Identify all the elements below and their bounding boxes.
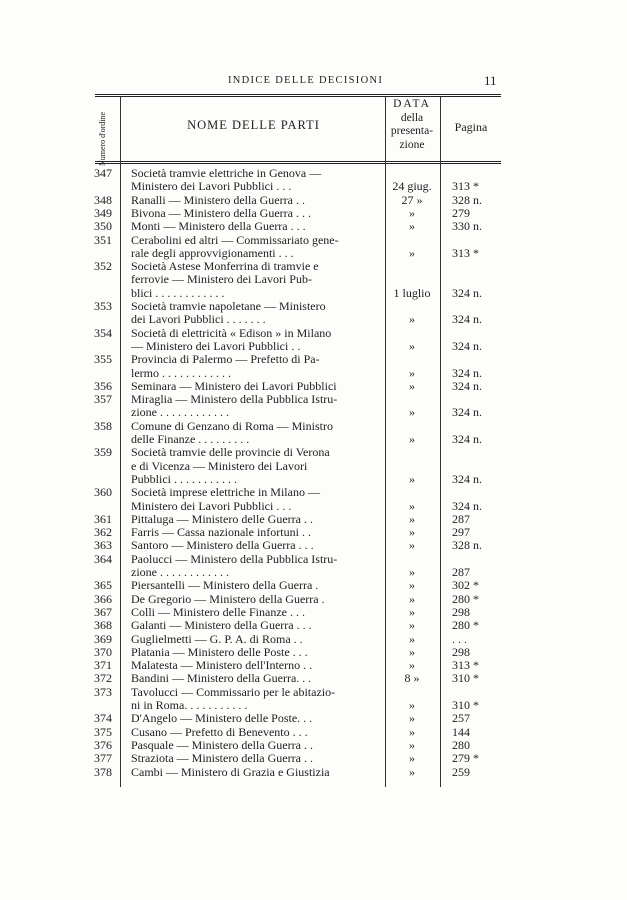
table-row [0,432,627,446]
row-parties: Cusano — Prefetto di Benevento . . . [131,724,308,739]
table-row [0,379,627,393]
table-row [0,326,627,340]
table-row [0,711,627,725]
row-date: » [409,405,415,420]
table-row [0,765,627,779]
row-date: » [409,498,415,513]
row-number: 377 [94,751,112,766]
column-header-data-line4: zione [399,138,425,151]
row-parties: Straziota — Ministero della Guerra . . [131,751,313,766]
row-number: 359 [94,445,112,460]
row-parties: Galanti — Ministero della Guerra . . . [131,618,312,633]
row-parties: Cambi — Ministero di Grazia e Giustizia [131,764,330,779]
row-number: 361 [94,511,112,526]
row-number: 360 [94,485,112,500]
row-number: 357 [94,392,112,407]
table-row [0,485,627,499]
row-date: » [409,764,415,779]
row-parties: Cerabolini ed altri — Commissariato gene- [131,232,339,247]
row-date: » [409,737,415,752]
row-page: 279 * [452,751,479,766]
row-page: 324 n. [452,312,482,327]
row-number: 373 [94,684,112,699]
table-row [0,578,627,592]
row-parties: Tavolucci — Commissario per le abitazio- [131,684,336,699]
row-number: 356 [94,378,112,393]
row-date: 1 luglio [393,285,431,300]
row-parties: Bivona — Ministero della Guerra . . . [131,205,311,220]
row-page: 328 n. [452,538,482,553]
row-parties: Società Astese Monferrina di tramvie e [131,259,319,274]
row-number: 366 [94,591,112,606]
row-parties: blici . . . . . . . . . . . . [131,285,225,300]
row-date: » [409,219,415,234]
row-date: » [409,538,415,553]
row-page: 287 [452,511,470,526]
row-parties: Società imprese elettriche in Milano — [131,485,320,500]
row-date: » [409,631,415,646]
row-page: 330 n. [452,219,482,234]
row-date: » [409,698,415,712]
row-parties: Pittaluga — Ministero delle Guerra . . [131,511,313,526]
table-row [0,299,627,313]
row-number: 368 [94,618,112,633]
row-page: 280 * [452,591,479,606]
table-row [0,645,627,659]
row-parties: — Ministero dei Lavori Pubblici . . [131,338,301,353]
row-number: 375 [94,724,112,739]
table-row [0,632,627,646]
row-page: 313 * [452,658,479,673]
column-header-numero [90,112,116,166]
row-number: 365 [94,578,112,593]
row-parties: Piersantelli — Ministero della Guerra . [131,578,319,593]
row-parties: Guglielmetti — G. P. A. di Roma . . [131,631,303,646]
table-row [0,246,627,260]
row-number: 351 [94,232,112,247]
row-number: 362 [94,525,112,540]
row-number: 347 [94,166,112,180]
row-parties: Santoro — Ministero della Guerra . . . [131,538,314,553]
row-parties: Miraglia — Ministero della Pubblica Istru- [131,392,338,407]
row-page: 324 n. [452,378,482,393]
row-page: 287 [452,565,470,579]
table-row [0,206,627,220]
row-parties: Società tramvie delle provincie di Verona [131,445,330,460]
column-header-data-line3: presenta- [390,125,434,137]
row-parties: dei Lavori Pubblici . . . . . . . [131,312,266,327]
row-date: » [409,658,415,673]
table-row [0,592,627,606]
row-number: 378 [94,764,112,779]
table-row [0,259,627,273]
row-number: 372 [94,671,112,686]
row-parties: Pubblici . . . . . . . . . . . [131,471,238,486]
row-page: 298 [452,604,470,619]
table-row [0,445,627,459]
column-header-data-line2: della [400,111,424,124]
row-parties: Bandini — Ministero della Guerra. . . [131,671,312,686]
row-date: » [409,525,415,540]
row-parties: zione . . . . . . . . . . . . [131,405,229,420]
row-page: 259 [452,764,470,779]
row-date: » [409,604,415,619]
table-row [0,339,627,353]
row-parties: Società di elettricità « Edison » in Milano [131,325,332,340]
row-date: » [409,644,415,659]
table-row [0,272,627,286]
row-date: » [409,711,415,726]
row-page: . . . [452,631,467,646]
row-number: 350 [94,219,112,234]
row-number: 354 [94,325,112,340]
row-parties: De Gregorio — Ministero della Guerra . [131,591,325,606]
row-parties: Società tramvie elettriche in Genova — [131,166,322,180]
table-row [0,605,627,619]
row-parties: ni in Roma. . . . . . . . . . . [131,698,248,712]
row-page: 297 [452,525,470,540]
row-parties: Pasquale — Ministero della Guerra . . [131,737,313,752]
row-date: » [409,432,415,446]
row-parties: Comune di Genzano di Roma — Ministro [131,418,333,433]
row-parties: Monti — Ministero della Guerra . . . [131,219,306,234]
row-number: 358 [94,418,112,433]
row-number: 374 [94,711,112,726]
table-row [0,366,627,380]
row-page: 324 n. [452,498,482,513]
table-row [0,671,627,685]
row-page: 313 * [452,245,479,260]
row-parties: Colli — Ministero delle Finanze . . . [131,604,305,619]
row-date: » [409,205,415,220]
row-date: » [409,471,415,486]
row-date: » [409,511,415,526]
table-row [0,193,627,207]
page-number: 11 [484,73,497,88]
column-header-data-line1: DATA [393,98,431,110]
row-number: 349 [94,205,112,220]
running-title: INDICE DELLE DECISIONI [228,75,384,86]
row-page: 280 [452,737,470,752]
row-page: 324 n. [452,338,482,353]
row-date: » [409,751,415,766]
row-page: 144 [452,724,470,739]
row-parties: Provincia di Palermo — Prefetto di Pa- [131,352,320,367]
row-number: 376 [94,737,112,752]
row-date: 24 giug. [392,179,432,194]
row-parties: lermo . . . . . . . . . . . . [131,365,231,380]
table-row [0,525,627,539]
row-date: » [409,591,415,606]
running-header [0,75,627,91]
row-parties: Platania — Ministero delle Poste . . . [131,644,308,659]
row-number: 353 [94,299,112,313]
row-number: 363 [94,538,112,553]
table-row [0,166,627,180]
row-number: 370 [94,644,112,659]
table-row [0,179,627,193]
table-row [0,512,627,526]
row-parties: delle Finanze . . . . . . . . . [131,432,250,446]
table-row [0,405,627,419]
row-date: 8 » [404,671,420,686]
table-row [0,419,627,433]
row-number: 352 [94,259,112,274]
row-date: 27 » [401,192,423,207]
table-row [0,286,627,300]
column-header-pagina: Pagina [454,120,488,134]
row-parties: Ministero dei Lavori Pubblici . . . [131,179,292,194]
row-date: » [409,365,415,380]
row-parties: Malatesta — Ministero dell'Interno . . [131,658,313,673]
row-parties: Società tramvie napoletane — Ministero [131,299,326,313]
row-page: 313 * [452,179,479,194]
row-page: 310 * [452,671,479,686]
column-header-nome: NOME DELLE PARTI [187,118,320,132]
row-parties: rale degli approvvigionamenti . . . [131,245,294,260]
row-date: » [409,312,415,327]
table-row [0,751,627,765]
table-row [0,618,627,632]
row-date: » [409,245,415,260]
table-row [0,219,627,233]
table-row [0,499,627,513]
row-page: 324 n. [452,365,482,380]
row-date: » [409,338,415,353]
row-number: 355 [94,352,112,367]
row-date: » [409,724,415,739]
top-rule [95,94,501,95]
row-page: 257 [452,711,470,726]
row-parties: Ranalli — Ministero della Guerra . . [131,192,305,207]
row-page: 324 n. [452,471,482,486]
row-page: 279 [452,205,470,220]
table-row [0,552,627,566]
table-row [0,233,627,247]
table-row [0,312,627,326]
row-number: 364 [94,551,112,566]
row-parties: ferrovie — Ministero dei Lavori Pub- [131,272,312,287]
row-date: » [409,378,415,393]
row-page: 324 n. [452,285,482,300]
table-row [0,459,627,473]
row-page: 302 * [452,578,479,593]
table-row [0,472,627,486]
row-page: 324 n. [452,405,482,420]
row-page: 298 [452,644,470,659]
row-page: 328 n. [452,192,482,207]
table-row [0,392,627,406]
table-row [0,565,627,579]
table-row [0,685,627,699]
row-number: 348 [94,192,112,207]
row-parties: Ministero dei Lavori Pubblici . . . [131,498,292,513]
row-page: 324 n. [452,432,482,446]
row-page: 280 * [452,618,479,633]
table-row [0,698,627,712]
row-number: 369 [94,631,112,646]
table-row [0,725,627,739]
table-row [0,352,627,366]
row-parties: Paolucci — Ministero della Pubblica Istru- [131,551,338,566]
row-date: » [409,578,415,593]
row-page: 310 * [452,698,479,712]
row-parties: D'Angelo — Ministero delle Poste. . . [131,711,313,726]
row-date: » [409,565,415,579]
column-header-numero-text: Numero d'ordine [98,111,107,167]
row-parties: Farris — Cassa nazionale infortuni . . [131,525,311,540]
row-parties: zione . . . . . . . . . . . . [131,565,229,579]
table-row [0,658,627,672]
row-date: » [409,618,415,633]
table-row [0,538,627,552]
table-row [0,738,627,752]
row-number: 371 [94,658,112,673]
column-header-data [386,98,438,152]
row-number: 367 [94,604,112,619]
row-parties: Seminara — Ministero dei Lavori Pubblici [131,378,337,393]
row-parties: e di Vicenza — Ministero dei Lavori [131,458,308,473]
